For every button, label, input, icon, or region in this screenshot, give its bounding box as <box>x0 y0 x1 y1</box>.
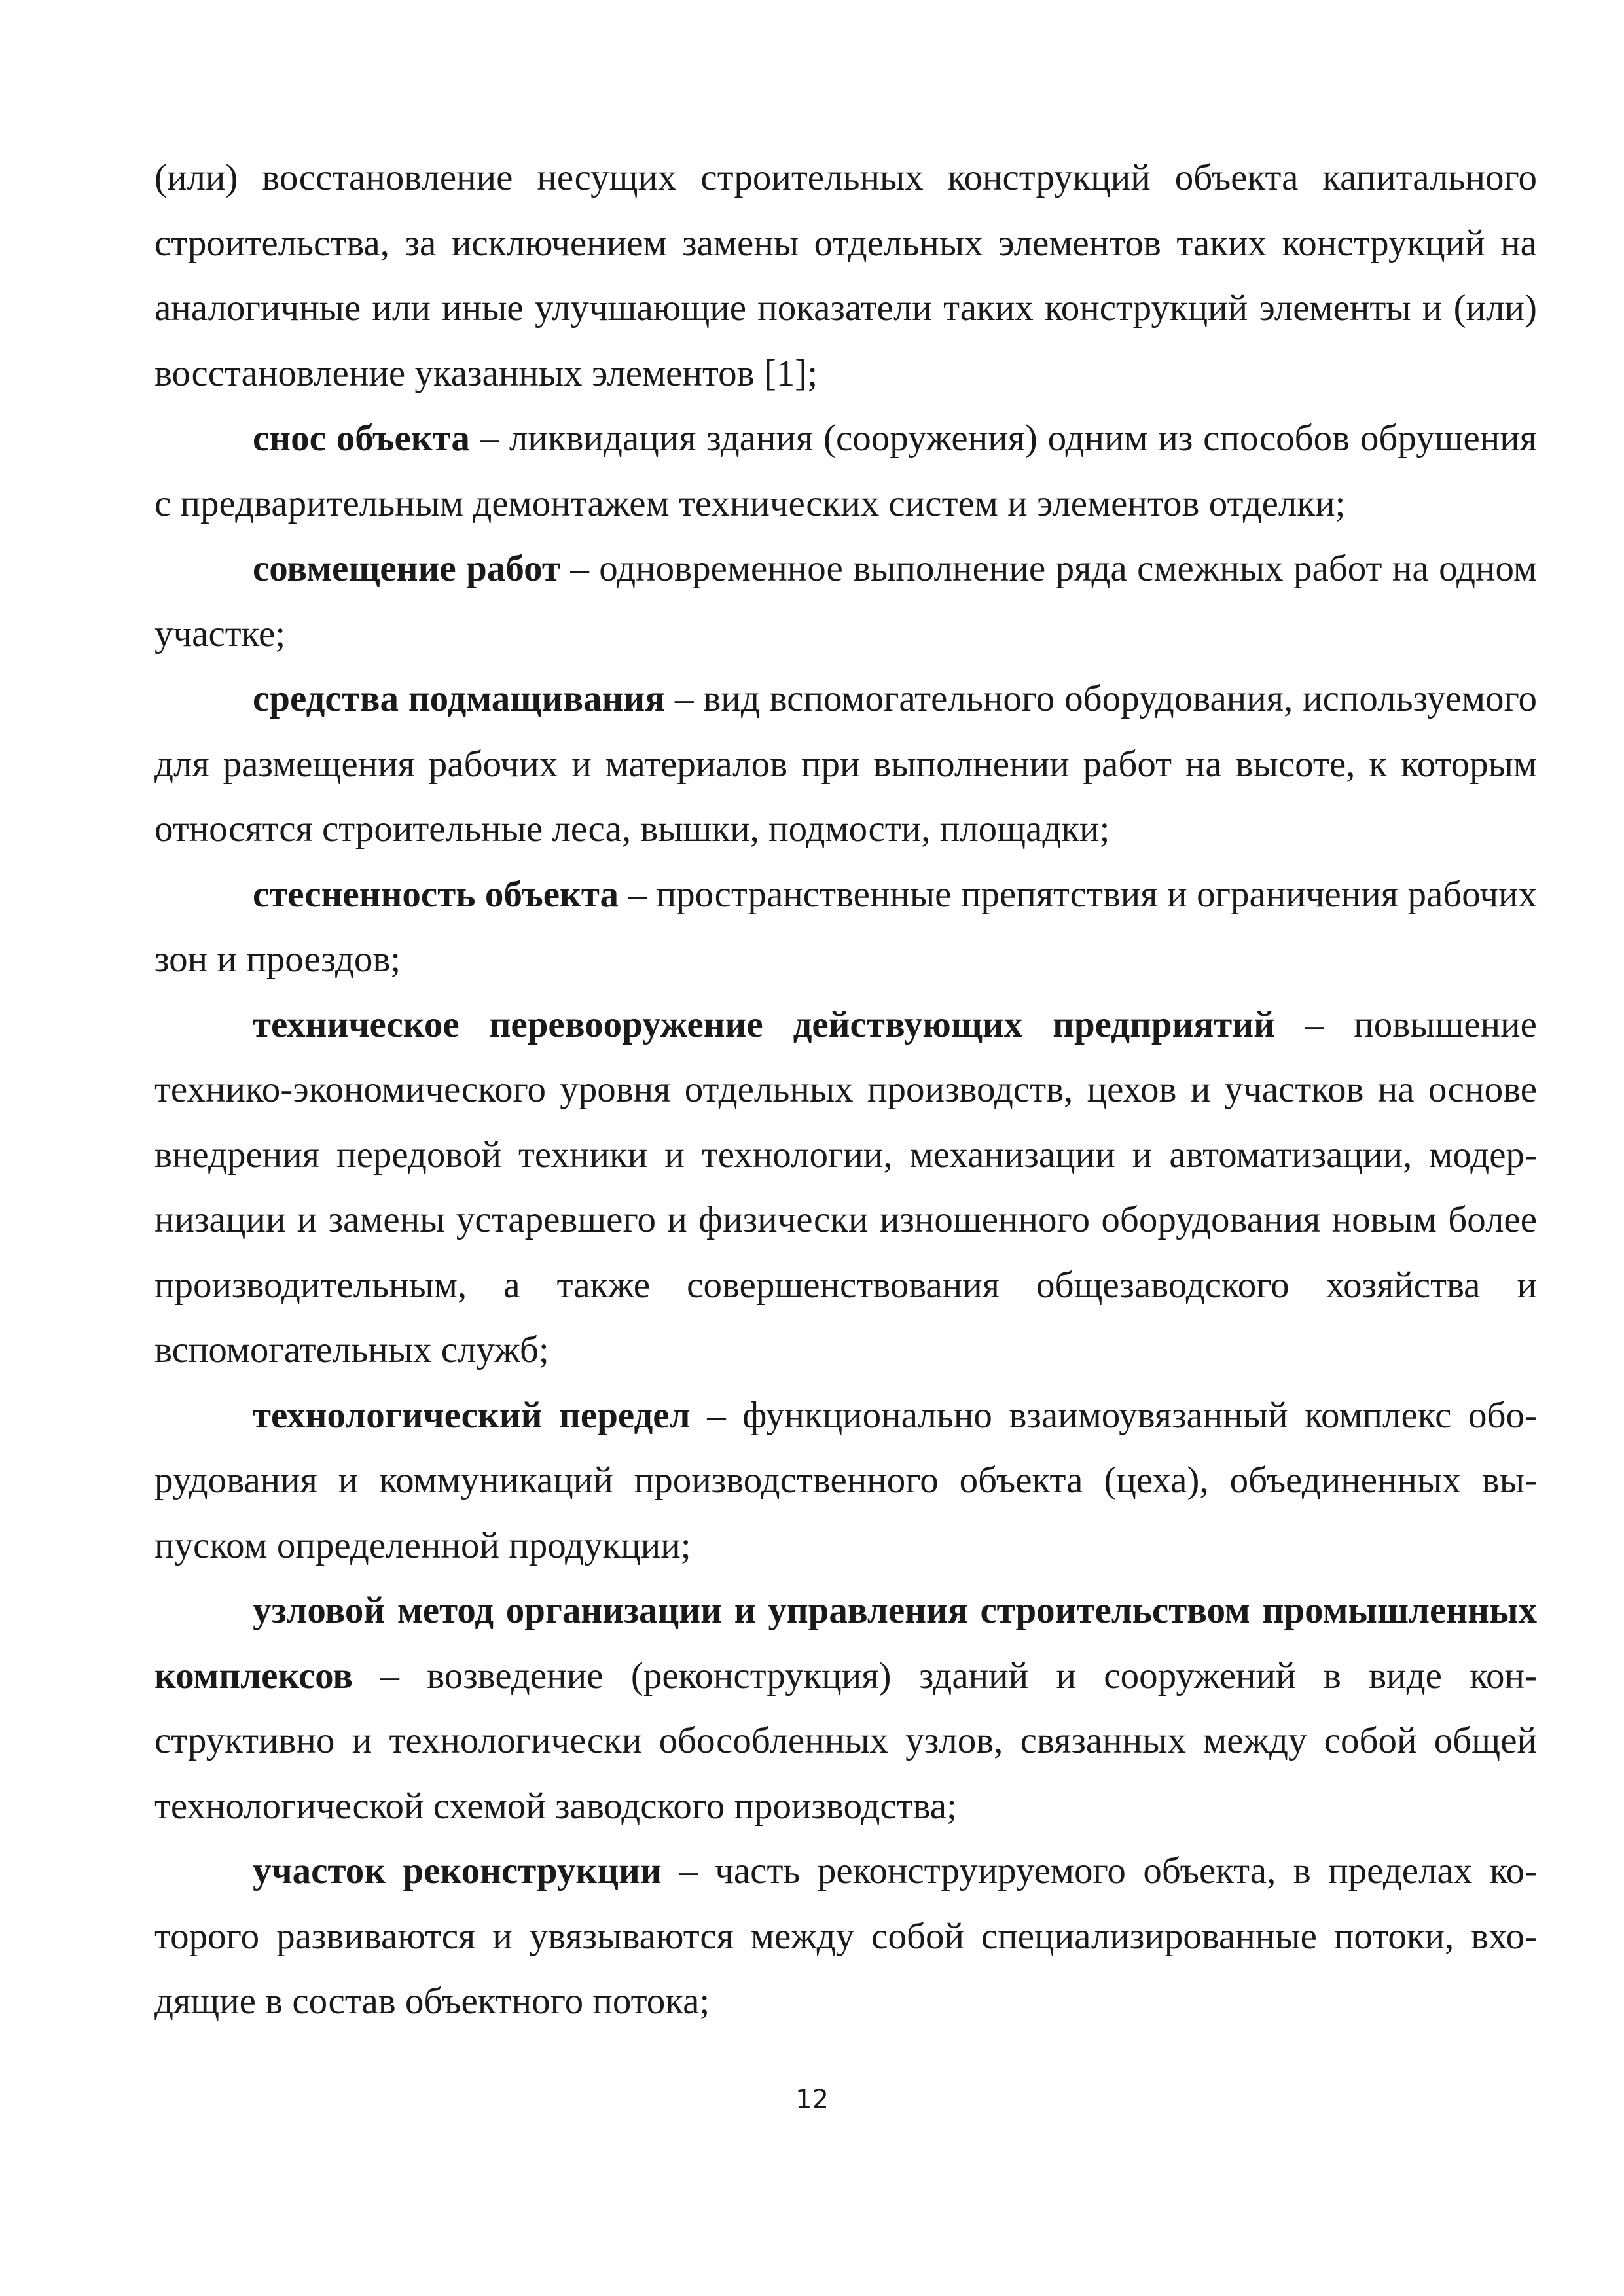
definition-stesnennost-obekta <box>154 862 1537 992</box>
definition-tekhnicheskoe-perevooruzhenie <box>154 992 1537 1383</box>
definition-term: средства подмащивания <box>253 678 666 719</box>
definition-term: совмещение работ <box>253 548 560 589</box>
definition-text: – вид вспомогательного оборудования, используемого для размещения рабочих и материалов при выполнении работ на высоте, к которым относятся строительные леса, вышки, подмости, площадки; <box>154 678 1538 850</box>
definition-term: снос объекта <box>253 418 470 459</box>
definition-sovmeshchenie-rabot <box>154 536 1537 666</box>
definition-text: – одновременное выполнение ряда смежных работ на одном участке; <box>154 548 1537 655</box>
definition-term: участок реконструкции <box>253 1850 662 1892</box>
definition-text: – повышение технико-экономического уровня отдельных производств, цехов и участков на основе внедрения передовой техники и технологии, механизации и автоматизации, модернизации и замены устаревшего и физически изношенного оборудования новым более производительным, а также совершенствования общезаводского хозяйства и вспомогательных служб; <box>154 1003 1537 1371</box>
definition-term: технологический передел <box>253 1394 691 1436</box>
definition-sredstva-podmashchivaniya <box>154 666 1537 862</box>
body-text <box>154 145 1537 2034</box>
definition-text: – функционально взаимоувязанный комплекс оборудования и коммуникаций производственного объекта (цеха), объединенных выпуском определенной продукции; <box>154 1394 1537 1566</box>
definition-text: – часть реконструируемого объекта, в пределах которого развиваются и увязываются между собой специализированные потоки, входящие в состав объектного потока; <box>154 1850 1538 2022</box>
definition-tekhnologicheskiy-peredel <box>154 1383 1537 1579</box>
page-number: 12 <box>795 2085 829 2115</box>
definition-term: техническое перевооружение действующих предприятий <box>253 1003 1275 1045</box>
definition-term: узловой метод организации и управления строительством промышленных комплексов <box>154 1590 1537 1696</box>
definition-snos-obekta <box>154 406 1537 536</box>
definition-text: – возведение (реконструкция) зданий и сооружений в виде конструктивно и технологически обособленных узлов, связанных между собой общей технологической схемой заводского производства; <box>154 1655 1537 1827</box>
definition-text: – ликвидация здания (сооружения) одним из способов обрушения с предварительным демонтажем технических систем и элементов отделки; <box>154 418 1537 524</box>
definition-text: – пространственные препятствия и ограничения рабочих зон и проездов; <box>154 873 1537 980</box>
paragraph-text: (или) восстановление несущих строительных конструкций объекта капитального строительства, за исключением замены отдельных элементов таких конструкций на аналогичные или иные улучшающие показатели таких конструкций элементы и (или) восстановление указанных элементов [1]; <box>154 157 1537 394</box>
definition-uchastok-rekonstruktsii <box>154 1839 1537 2034</box>
definition-term: стесненность объекта <box>253 873 619 915</box>
paragraph-continuation <box>154 145 1537 406</box>
definition-uzlovoy-metod <box>154 1578 1537 1839</box>
